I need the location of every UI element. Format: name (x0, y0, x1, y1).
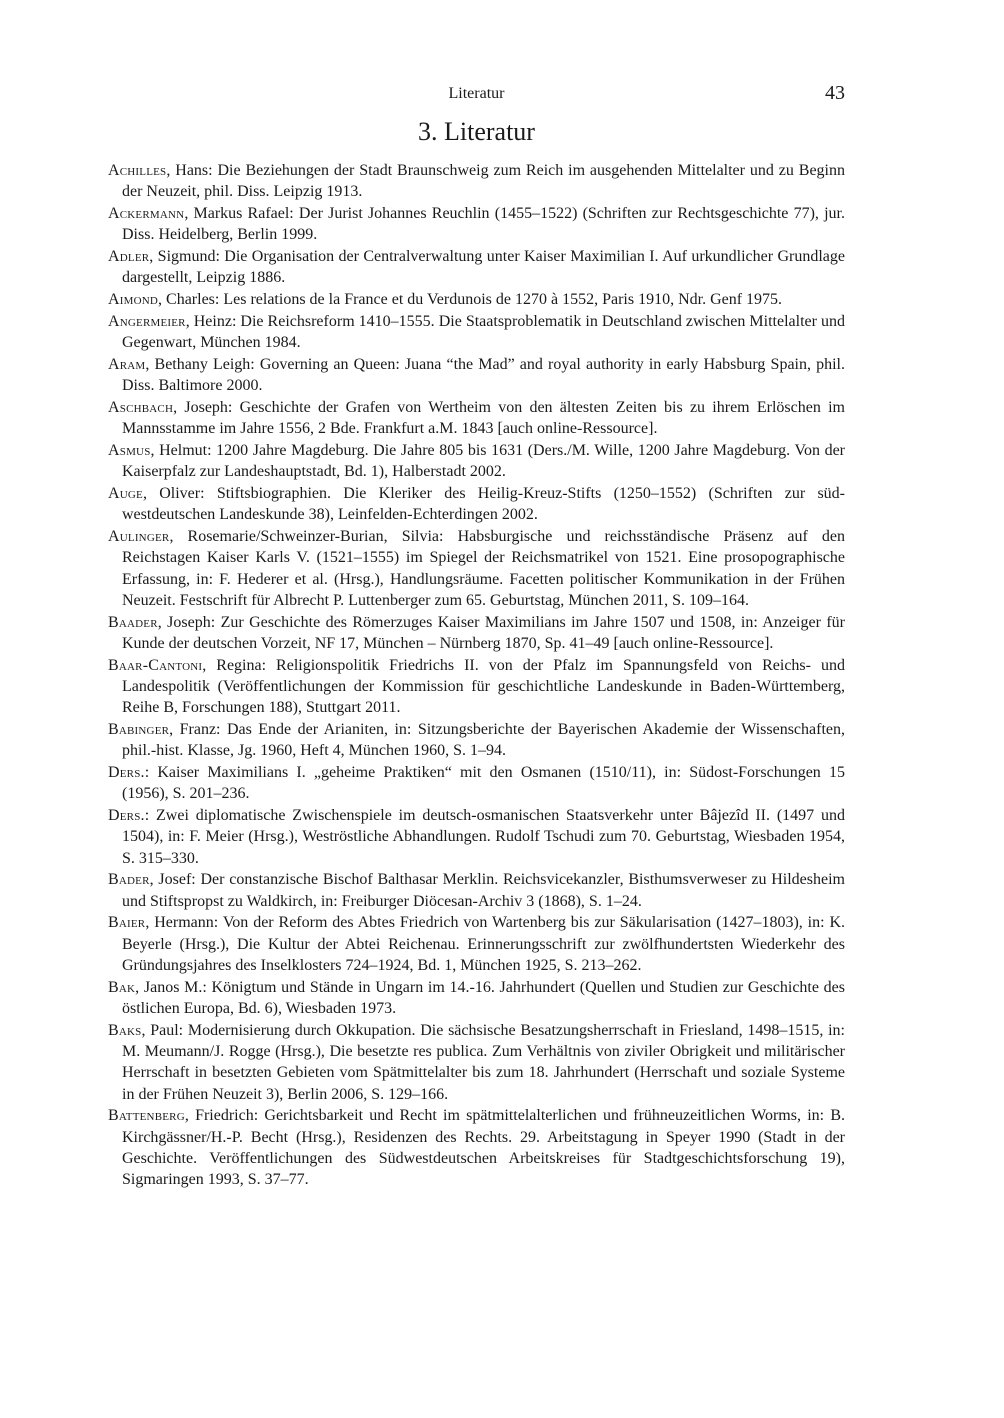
page-number: 43 (825, 82, 845, 104)
entry-author: Baader (108, 613, 158, 631)
entry-text: , Janos M.: Königtum und Stände in Ungarn im 14.-16. Jahrhundert (Quellen und Studien zur Geschichte des östlichen Europa, Bd. 6), Wiesbaden 1973. (122, 978, 845, 1018)
entry-text: , Markus Rafael: Der Jurist Johannes Reuchlin (1455–1522) (Schriften zur Rechtsgeschichte 77), jur. Diss. Heidelberg, Berlin 1999. (122, 205, 845, 244)
entry-author: Aschbach (108, 398, 174, 416)
entry-text: , Hans: Die Beziehungen der Stadt Braunschweig zum Reich im ausgehenden Mittelalter und zu Beginn der Neuzeit, phil. Diss. Leipzig 1913. (122, 162, 845, 201)
bibliography-entry (108, 805, 845, 869)
entry-author: Bader (108, 871, 150, 889)
entry-text: , Joseph: Geschichte der Grafen von Wertheim von den ältesten Zeiten bis zu ihrem Erlöschen im Mannsstamme im Jahre 1556, 2 Bde. Frankfurt a.M. 1843 [auch online-Ressource]. (122, 398, 845, 438)
bibliography-entry (108, 869, 845, 912)
bibliography-entry (108, 354, 845, 397)
entry-author: Bak (108, 978, 136, 996)
bibliography-entry (108, 1020, 845, 1105)
entry-text: , Rosemarie/Schweinzer-Burian, Silvia: Habsburgische und reichsständische Präsenz auf den Reichstagen Kaiser Karls V. (1521–1555) im Spiegel der Reichsmatrikel von 1521. Eine prosopographische Erfassung, in: F. Hederer et al. (Hrsg.), Handlungsräume. Facetten politischer Kommunikation in der Frühen Neuzeit. Festschrift für Albrecht P. Luttenberger zum 65. Geburtstag, München 2011, S. 109–164. (122, 527, 845, 609)
entry-author: Baar-Cantoni (108, 656, 203, 674)
entry-text: , Franz: Das Ende der Arianiten, in: Sitzungsberichte der Bayerischen Akademie der Wissenschaften, phil.-hist. Klasse, Jg. 1960, Heft 4, München 1960, S. 1–94. (122, 720, 845, 760)
entry-author: Aram (108, 355, 146, 373)
entry-author: Baks (108, 1021, 142, 1039)
entry-author: Ackermann (108, 205, 185, 223)
entry-text: , Sigmund: Die Organisation der Centralverwaltung unter Kaiser Maximilian I. Auf urkundlicher Grundlage dargestellt, Leipzig 1886. (122, 248, 845, 287)
entry-text: , Heinz: Die Reichsreform 1410–1555. Die Staatsproblematik in Deutschland zwischen Mittelalter und Gegenwart, München 1984. (122, 312, 845, 352)
bibliography-entry (108, 912, 845, 976)
entry-text: , Josef: Der constanzische Bischof Balthasar Merklin. Reichsvicekanzler, Bisthumsverweser zu Hildesheim und Stiftspropst zu Waldkirch, in: Freiburger Diöcesan-Archiv 3 (1868), S. 1–24. (122, 871, 845, 910)
entry-text: , Hermann: Von der Reform des Abtes Friedrich von Wartenberg bis zur Säkularisation (1427–1803), in: K. Beyerle (Hrsg.), Die Kultur der Abtei Reichenau. Erinnerungsschrift zur zwölfhundertsten Wiederkehr des Gründungsjahres des Inselklosters 724–1924, Bd. 1, München 1925, S. 213–262. (122, 914, 845, 974)
entry-author: Ders. (108, 807, 145, 825)
bibliography-entry (108, 160, 845, 203)
bibliography-list (108, 160, 845, 1191)
entry-author: Aulinger (108, 527, 170, 545)
bibliography-entry (108, 440, 845, 483)
running-title: Literatur (448, 85, 505, 102)
bibliography-entry (108, 977, 845, 1020)
bibliography-entry (108, 1105, 845, 1190)
entry-text: , Joseph: Zur Geschichte des Römerzuges Kaiser Maximilians im Jahre 1507 und 1508, in: Anzeiger für Kunde der deutschen Vorzeit, NF 17, München – Nürnberg 1870, Sp. 41–49 [auch online-Ressource]. (122, 613, 845, 652)
entry-author: Aimond (108, 291, 159, 309)
bibliography-entry (108, 289, 845, 310)
entry-author: Asmus (108, 441, 151, 459)
entry-text: , Paul: Modernisierung durch Okkupation. Die sächsische Besatzungsherrschaft in Friesland, 1498–1515, in: M. Meumann/J. Rogge (Hrsg.), Die besetzte res publica. Zum Verhältnis von ziviler Obrigkeit und militärischer Herrschaft in besetzten Gebieten vom Spätmittelalter bis zum 18. Jahrhundert (Herrschaft und soziale Systeme in der Frühen Neuzeit 3), Berlin 2006, S. 129–166. (122, 1021, 845, 1103)
entry-author: Achilles (108, 162, 167, 179)
bibliography-entry (108, 655, 845, 719)
entry-author: Auge (108, 484, 143, 502)
entry-text: , Friedrich: Gerichtsbarkeit und Recht im spätmittelalterlichen und frühneuzeitlichen Worms, in: B. Kirchgässner/H.-P. Becht (Hrsg.), Residenzen des Rechts. 29. Arbeitstagung in Speyer 1990 (Stadt in der Geschichte. Veröffentlichungen des Südwestdeutschen Arbeitskreises für Stadtgeschichtsforschung 19), Sigmaringen 1993, S. 37–77. (122, 1107, 845, 1189)
bibliography-entry (108, 526, 845, 611)
entry-text: , Regina: Religionspolitik Friedrichs II. von der Pfalz im Spannungsfeld von Reichs- und Landespolitik (Veröffentlichungen der Kommission für geschichtliche Landeskunde in Baden-Württemberg, Reihe B, Forschungen 188), Stuttgart 2011. (122, 656, 845, 717)
bibliography-entry (108, 612, 845, 655)
entry-author: Babinger (108, 720, 170, 738)
bibliography-entry (108, 311, 845, 354)
bibliography-entry (108, 397, 845, 440)
entry-text: , Oliver: Stiftsbiographien. Die Kleriker des Heilig-Kreuz-Stifts (1250–1552) (Schriften zur südwestdeutschen Landeskunde 38), Leinfelden-Echterdingen 2002. (122, 484, 845, 524)
entry-author: Ders. (108, 764, 145, 781)
entry-text: : Zwei diplomatische Zwischenspiele im deutsch-osmanischen Staatsverkehr unter Bâjezîd II. (1497 und 1504), in: F. Meier (Hrsg.), Weströstliche Abhandlungen. Rudolf Tschudi zum 70. Geburtstag, Wiesbaden 1954, S. 315–330. (122, 807, 845, 867)
entry-text: , Charles: Les relations de la France et du Verdunois de 1270 à 1552, Paris 1910, Ndr. Genf 1975. (158, 291, 783, 309)
section-title: 3. Literatur (418, 117, 535, 146)
bibliography-entry (108, 762, 845, 805)
entry-text: , Bethany Leigh: Governing an Queen: Juana “the Mad” and royal authority in early Habsburg Spain, phil. Diss. Baltimore 2000. (122, 355, 845, 395)
running-header (108, 84, 845, 108)
entry-author: Adler (108, 248, 150, 266)
bibliography-entry (108, 246, 845, 289)
entry-text: , Helmut: 1200 Jahre Magdeburg. Die Jahre 805 bis 1631 (Ders./M. Wille, 1200 Jahre Magdeburg. Von der Kaiserpfalz zur Landeshauptstadt, Bd. 1), Halberstadt 2002. (122, 441, 845, 481)
bibliography-entry (108, 483, 845, 526)
bibliography-entry (108, 203, 845, 246)
entry-text: : Kaiser Maximilians I. „geheime Praktiken“ mit den Osmanen (1510/11), in: Südost-Forschungen 15 (1956), S. 201–236. (122, 764, 845, 803)
bibliography-entry (108, 719, 845, 762)
entry-author: Baier (108, 914, 146, 932)
entry-author: Battenberg (108, 1107, 185, 1125)
entry-author: Angermeier (108, 312, 186, 330)
